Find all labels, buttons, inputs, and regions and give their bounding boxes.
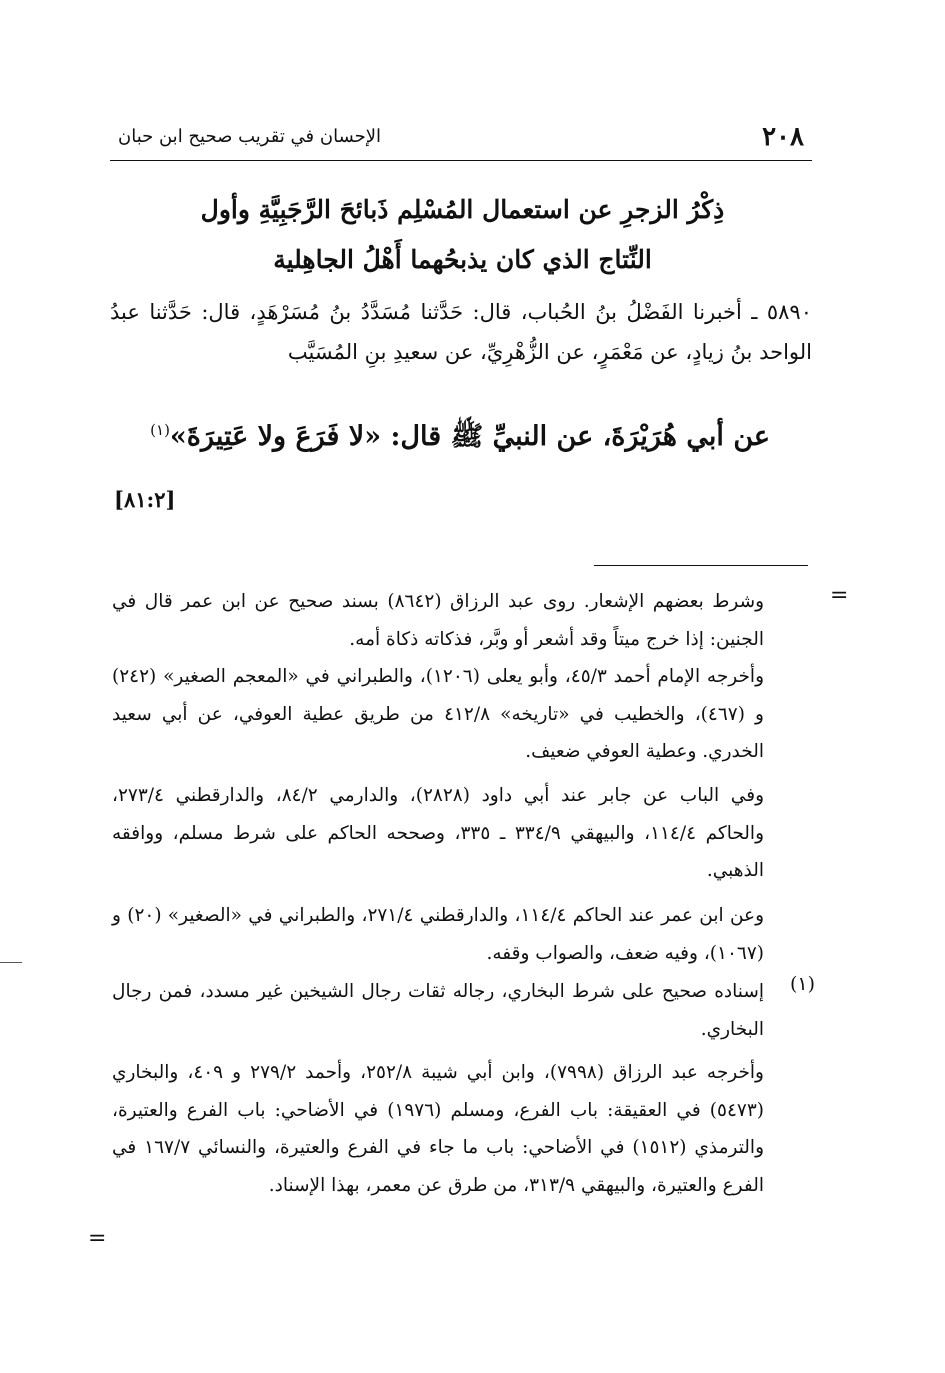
footnote-paragraph: وشرط بعضهم الإشعار. روى عبد الرزاق (٨٦٤٢) بسند صحيح عن ابن عمر قال في الجنين: إذا خرج ميتاً وقد أشعر أو وبَّر، فذكاته ذكاة أمه. [112,591,765,650]
footnote-reference: (١) [150,421,170,439]
margin-tick [0,962,22,963]
chapter-heading: ذِكْرُ الزجرِ عن استعمال المُسْلِم ذَبائحَ الرَّجَبِيَّةِ وأول النِّتاج الذي كان يذبحُهما أَهْلُ الجاهِلية [200,195,725,274]
page-number: ٢٠٨ [762,122,804,152]
cross-reference: [٨١:٢] [114,487,176,512]
hadith-isnad: ٥٨٩٠ ـ أخبرنا الفَضْلُ بنُ الحُباب، قال: حَدَّثنا مُسَدَّدُ بنُ مُسَرْهَدٍ، قال: حَدَّثنا عبدُ الواحد بنُ زيادٍ، عن مَعْمَرٍ، عن الزُّهْرِيِّ، عن سعيدِ بنِ المُسَيَّب [110,300,812,364]
footnote-1-sources: وأخرجه عبد الرزاق (٧٩٩٨)، وابن أبي شيبة ٢٥٢/٨، وأحمد ٢٧٩/٢ و ٤٠٩، والبخاري (٥٤٧٣) في العقيقة: باب الفرع، ومسلم (١٩٧٦) في الأضاحي: باب الفرع والعتيرة، والترمذي (١٥١٢) في الأضاحي: باب ما جاء في الفرع والعتيرة، والنسائي ١٦٧/٧ في الفرع والعتيرة، والبيهقي ٣١٣/٩، من طرق عن معمر، بهذا الإسناد. [112,1062,765,1196]
header-rule [110,160,812,161]
footnote-rule [594,565,808,566]
footnote-1-text: إسناده صحيح على شرط البخاري، رجاله ثقات رجال الشيخين غير مسدد، فمن رجال البخاري. [112,981,764,1040]
hadith-matn [130,405,770,462]
continuation-marker-bottom: = [88,1226,107,1251]
page-header [110,118,812,154]
footnote-paragraph: وأخرجه الإمام أحمد ٤٥/٣، وأبو يعلى (١٢٠٦)، والطبراني في «المعجم الصغير» (٢٤٢) و (٤٦٧)، والخطيب في «تاريخه» ٤١٢/٨ من طريق عطية العوفي، عن أبي سعيد الخدري. وعطية العوفي ضعيف. [112,666,764,762]
footnote-paragraph: وفي الباب عن جابر عند أبي داود (٢٨٢٨)، والدارمي ٨٤/٢، والدارقطني ٢٧٣/٤، والحاكم ١١٤/٤، والبيهقي ٣٣٤/٩ ـ ٣٣٥، وصححه الحاكم على شرط مسلم، ووافقه الذهبي. [112,785,764,881]
footnote-number: (١) [789,973,815,995]
hadith-matn-text: عن أبي هُرَيْرَةَ، عن النبيِّ ﷺ قال: «لا فَرَعَ ولا عَتِيرَةَ» [169,421,770,452]
continuation-marker-top: = [830,583,849,608]
footnote-paragraph: وعن ابن عمر عند الحاكم ١١٤/٤، والدارقطني ٢٧١/٤، والطبراني في «الصغير» (٢٠) و (١٠٦٧)، وفيه ضعف، والصواب وقفه. [112,905,765,964]
running-title: الإحسان في تقريب صحيح ابن حبان [118,126,382,147]
